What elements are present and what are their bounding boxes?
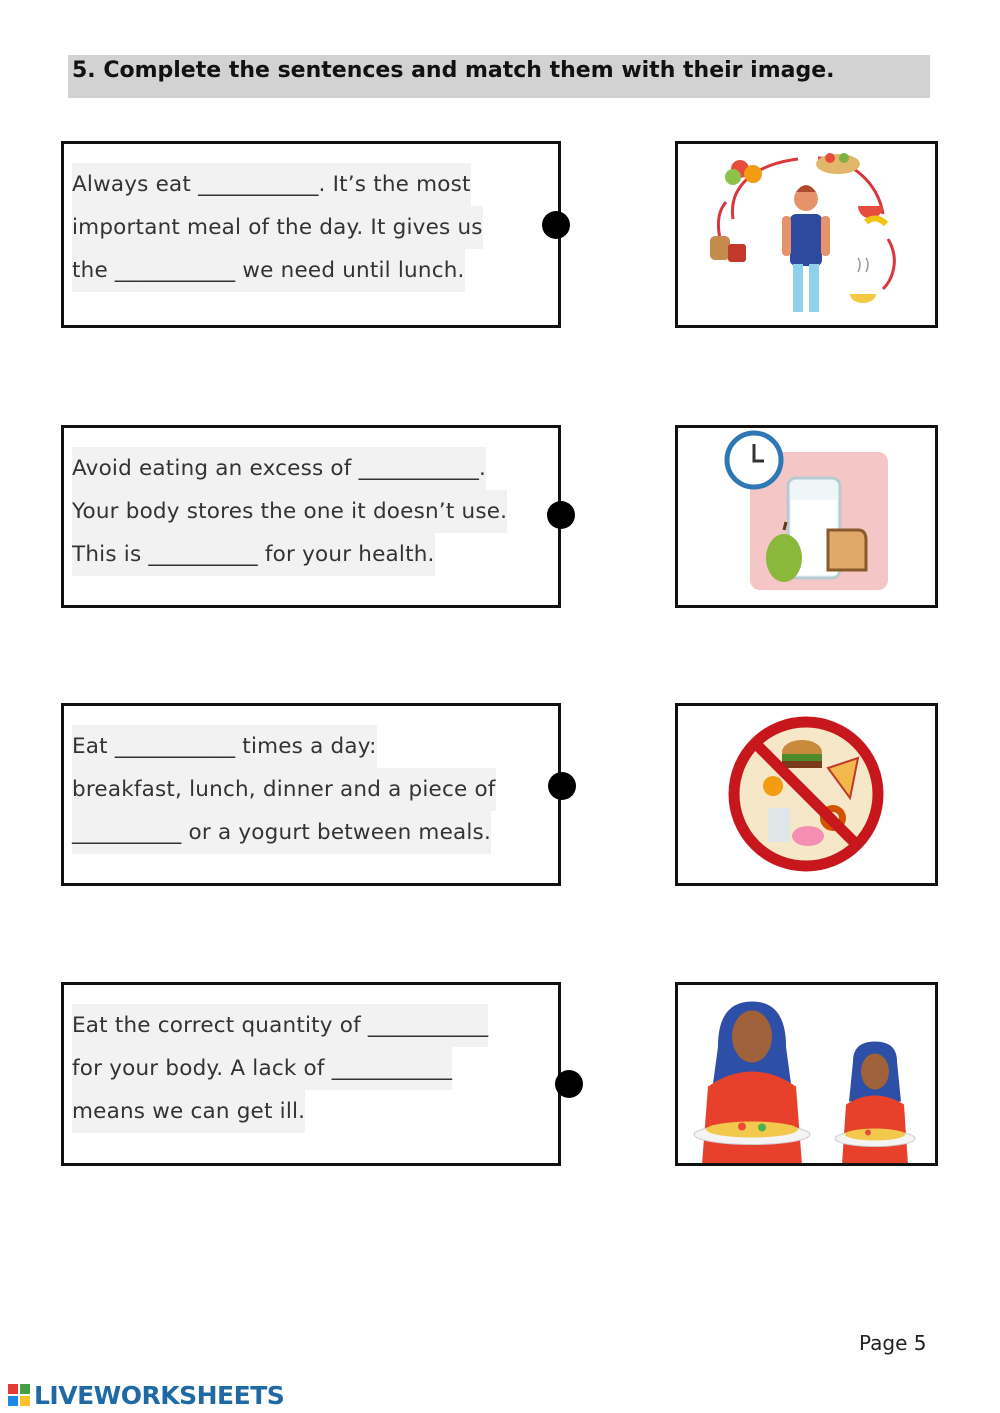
match-dot-4[interactable] — [555, 1070, 583, 1098]
sentence-1-line-3: the ___________ we need until lunch. — [72, 249, 465, 292]
match-dot-3[interactable] — [548, 772, 576, 800]
sentence-card-1 — [61, 141, 561, 328]
no-junk-food-icon — [678, 706, 935, 886]
sentence-card-3 — [61, 703, 561, 886]
sentence-3-line-3: __________ or a yogurt between meals. — [72, 811, 491, 854]
daily-meals-cycle-icon — [678, 144, 935, 325]
liveworksheets-logo-icon — [8, 1384, 30, 1406]
page-number: Page 5 — [859, 1331, 927, 1355]
snack-clock-icon — [678, 428, 935, 608]
image-card-3[interactable] — [675, 703, 938, 886]
sentence-2-line-3: This is __________ for your health. — [72, 533, 435, 576]
image-card-4[interactable] — [675, 982, 938, 1166]
portion-size-icon — [678, 985, 935, 1166]
match-dot-2[interactable] — [547, 501, 575, 529]
brand-name: LIVEWORKSHEETS — [34, 1380, 285, 1410]
sentence-3-line-1: Eat ___________ times a day: — [72, 725, 377, 768]
sentence-4-line-1: Eat the correct quantity of ___________ — [72, 1004, 488, 1047]
image-card-1[interactable] — [675, 141, 938, 328]
sentence-3-line-2: breakfast, lunch, dinner and a piece of — [72, 768, 496, 811]
brand-logo — [8, 1381, 284, 1409]
sentence-2-line-2: Your body stores the one it doesn’t use. — [72, 490, 507, 533]
exercise-title: 5. Complete the sentences and match them with their image. — [68, 55, 930, 98]
sentence-4-line-2: for your body. A lack of ___________ — [72, 1047, 452, 1090]
sentence-4-line-3: means we can get ill. — [72, 1090, 305, 1133]
sentence-1-line-2: important meal of the day. It gives us — [72, 206, 483, 249]
sentence-1-line-1: Always eat ___________. It’s the most — [72, 163, 471, 206]
sentence-2-line-1: Avoid eating an excess of ___________. — [72, 447, 486, 490]
match-dot-1[interactable] — [542, 211, 570, 239]
sentence-card-2 — [61, 425, 561, 608]
sentence-card-4 — [61, 982, 561, 1166]
image-card-2[interactable] — [675, 425, 938, 608]
